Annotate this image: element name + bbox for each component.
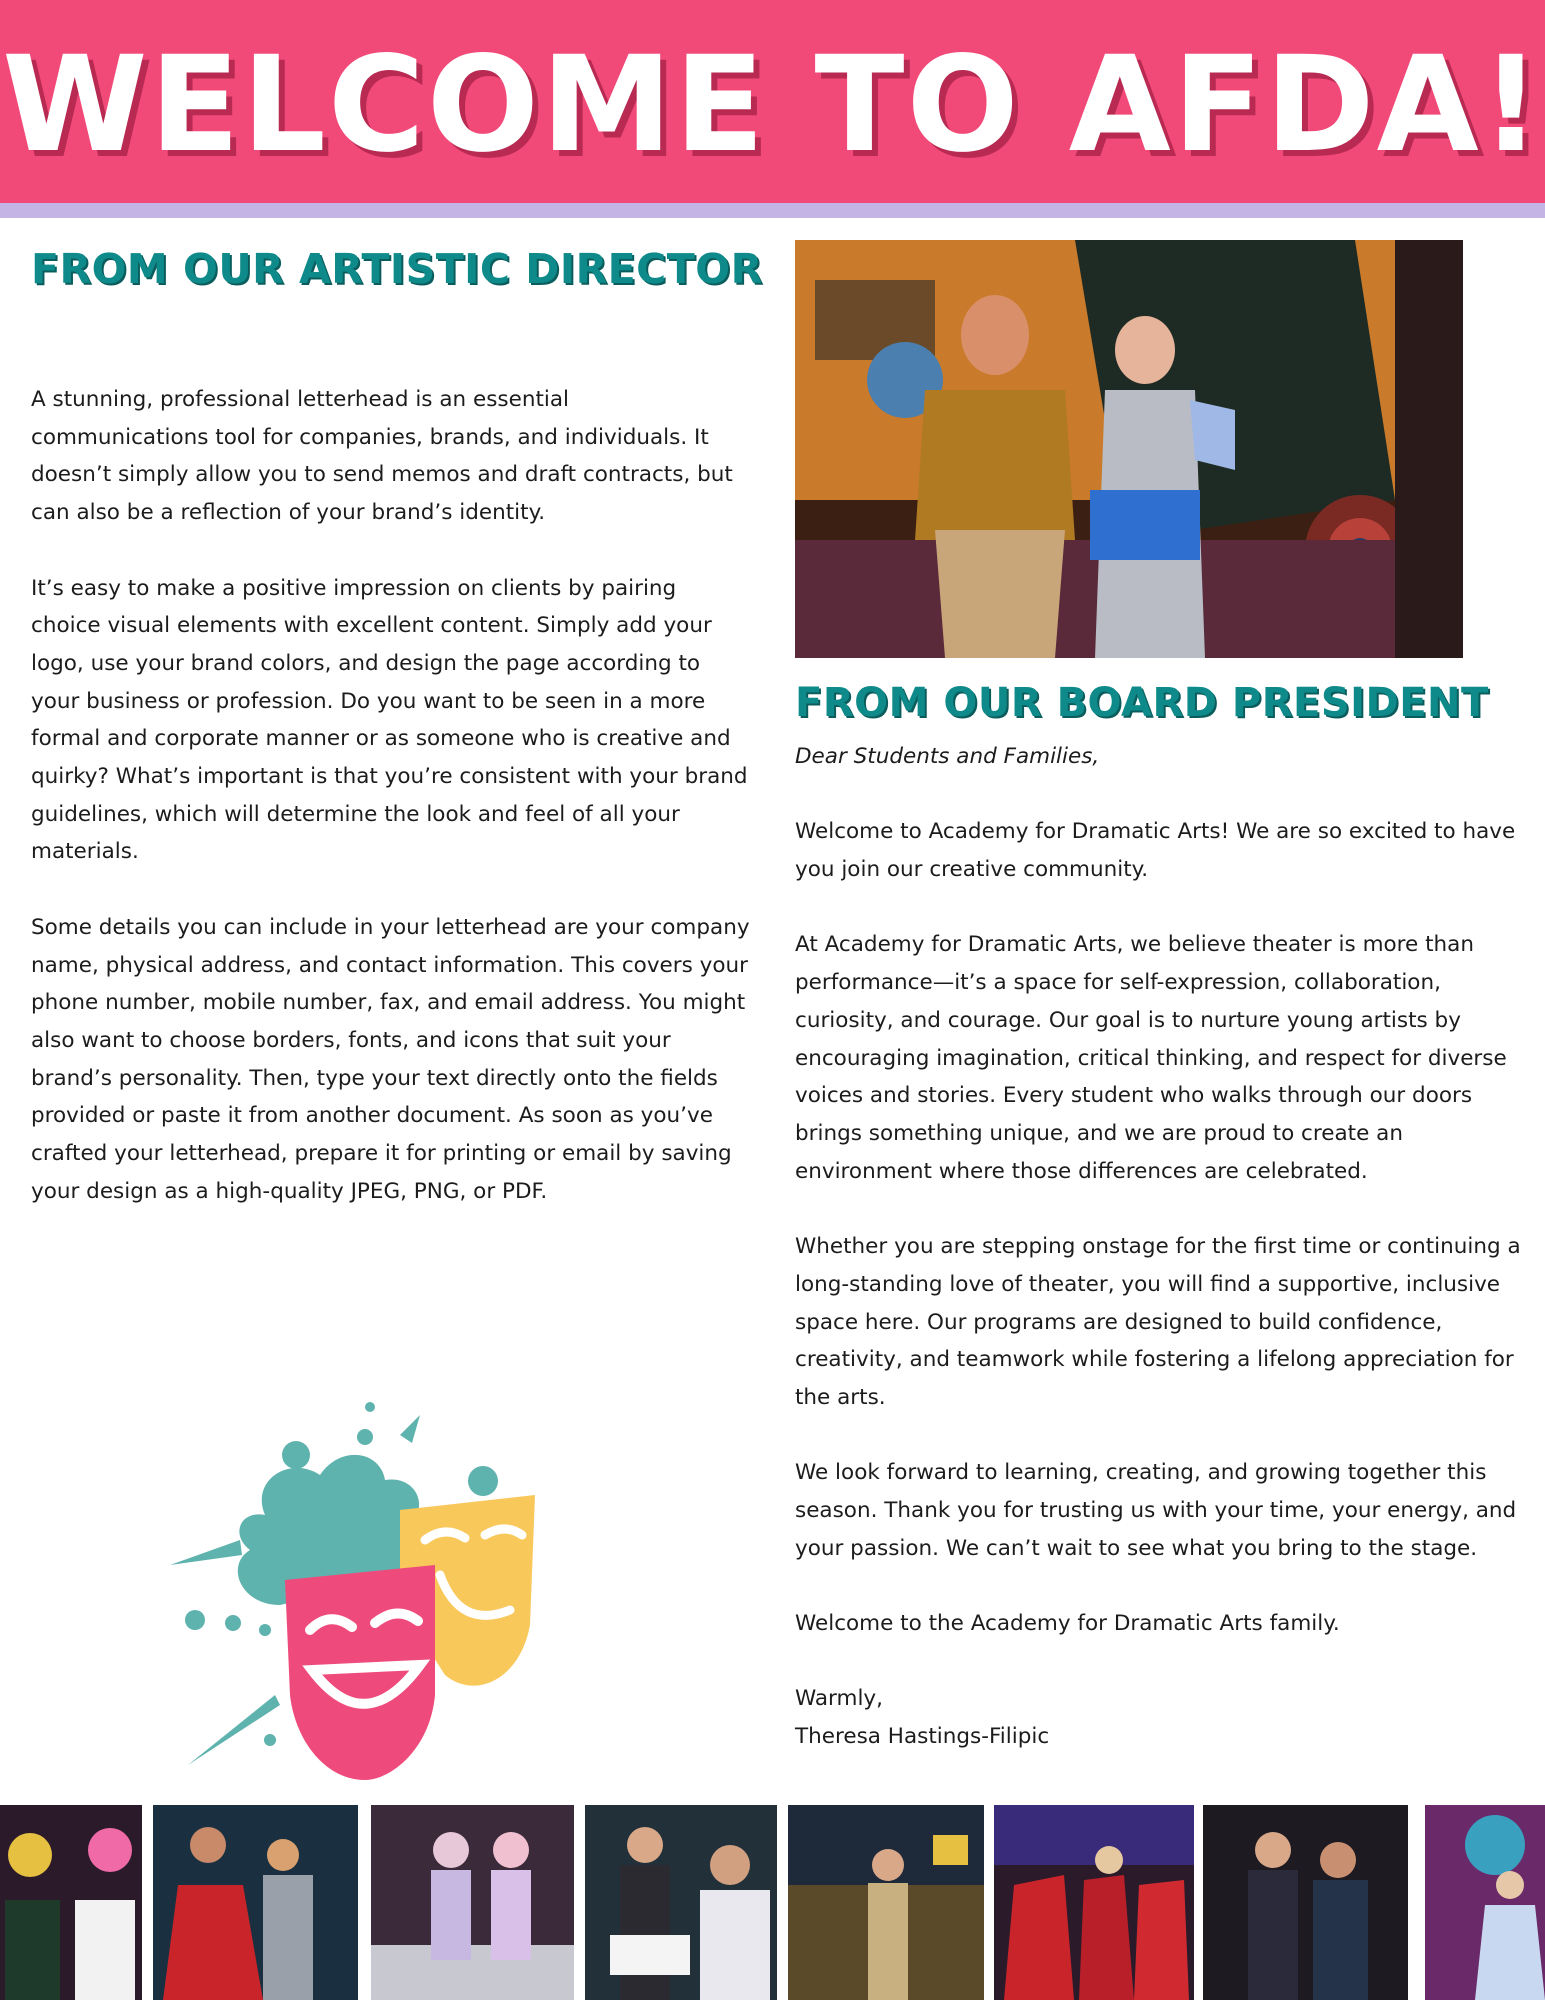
board-president-letter bbox=[795, 738, 1525, 1756]
afda-logo bbox=[170, 1395, 550, 1790]
director-paragraph: A stunning, professional letterhead is an essential communications tool for companies, brands, and individuals. It doesn’t simply allow you to send memos and draft contracts, but can also be a reflection of your brand’s identity. bbox=[31, 387, 733, 526]
gallery-photo bbox=[1425, 1805, 1545, 2000]
welcome-banner bbox=[0, 0, 1545, 218]
theater-masks-icon bbox=[170, 1395, 550, 1790]
gallery-photo bbox=[153, 1805, 358, 2000]
president-paragraph: We look forward to learning, creating, and growing together this season. Thank you for trusting us with your time, your energy, and your passion. We can’t wait to see what you bring to the stage. bbox=[795, 1460, 1517, 1561]
gallery-photo bbox=[0, 1805, 142, 2000]
director-paragraph: It’s easy to make a positive impression on clients by pairing choice visual elements with excellent content. Simply add your logo, use your brand colors, and design the page according to your business or profession. Do you want to be seen in a more formal and corporate manner or as someone who is creative and quirky? What’s important is that you’re consistent with your brand guidelines, which will determine the look and feel of all your materials. bbox=[31, 575, 748, 865]
gallery-photo bbox=[788, 1805, 984, 2000]
photo-gallery bbox=[0, 1805, 1545, 2000]
performance-photo-icon bbox=[788, 1805, 984, 2000]
performance-photo-icon bbox=[0, 1805, 142, 2000]
artistic-director-heading: FROM OUR ARTISTIC DIRECTOR bbox=[31, 245, 763, 293]
performance-photo-icon bbox=[371, 1805, 574, 2000]
performance-photo-icon bbox=[994, 1805, 1194, 2000]
letter-closing: Warmly, bbox=[795, 1686, 883, 1712]
president-paragraph: Welcome to the Academy for Dramatic Arts family. bbox=[795, 1611, 1340, 1637]
performance-photo-icon bbox=[153, 1805, 358, 2000]
stage-photo-icon bbox=[795, 240, 1463, 658]
performance-photo-icon bbox=[1203, 1805, 1408, 2000]
president-paragraph: Whether you are stepping onstage for the first time or continuing a long-standing love of theater, you will find a supportive, inclusive space here. Our programs are designed to build confidence, creativity, and teamwork while fostering a lifelong appreciation for the arts. bbox=[795, 1234, 1521, 1410]
stage-photo bbox=[795, 240, 1463, 658]
president-paragraph: At Academy for Dramatic Arts, we believe theater is more than performance—it’s a space for self-expression, collaboration, curiosity, and courage. Our goal is to nurture young artists by encouraging imagination, critical thinking, and respect for diverse voices and stories. Every student who walks through our doors brings something unique, and we are proud to create an environment where those differences are celebrated. bbox=[795, 932, 1507, 1184]
letter-signature: Theresa Hastings-Filipic bbox=[795, 1724, 1050, 1750]
director-paragraph: Some details you can include in your letterhead are your company name, physical address, and contact information. This covers your phone number, mobile number, fax, and email address. You might also want to choose borders, fonts, and icons that suit your brand’s personality. Then, type your text directly onto the fields provided or paste it from another document. As soon as you’ve crafted your letterhead, prepare it for printing or email by saving your design as a high-quality JPEG, PNG, or PDF. bbox=[31, 914, 750, 1204]
banner-title: WELCOME TO AFDA! bbox=[2, 27, 1543, 182]
gallery-photo bbox=[585, 1805, 777, 2000]
performance-photo-icon bbox=[585, 1805, 777, 2000]
board-president-heading: FROM OUR BOARD PRESIDENT bbox=[795, 680, 1489, 726]
gallery-photo bbox=[994, 1805, 1194, 2000]
performance-photo-icon bbox=[1425, 1805, 1545, 2000]
gallery-photo bbox=[1203, 1805, 1408, 2000]
artistic-director-letter bbox=[31, 381, 751, 1248]
president-paragraph: Welcome to Academy for Dramatic Arts! We are so excited to have you join our creative community. bbox=[795, 819, 1516, 883]
gallery-photo bbox=[371, 1805, 574, 2000]
letter-greeting: Dear Students and Families, bbox=[795, 744, 1100, 769]
